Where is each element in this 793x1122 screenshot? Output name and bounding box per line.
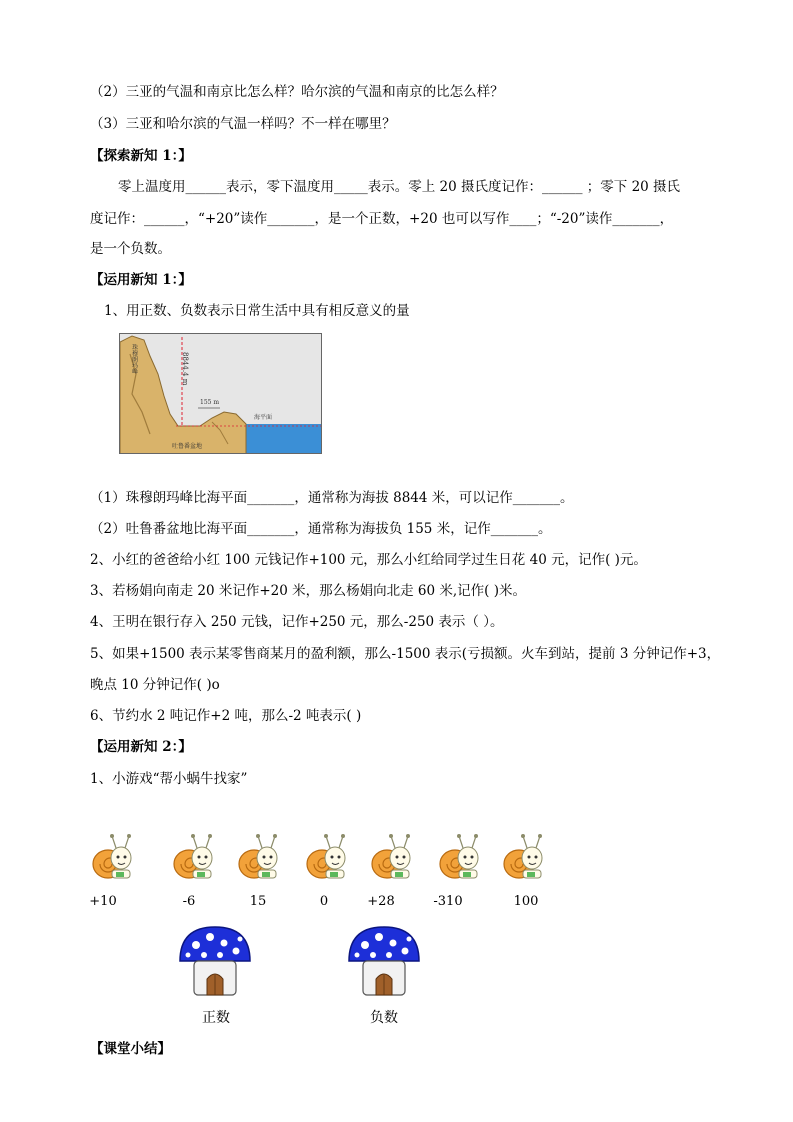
depth-label: 155 m [200,399,220,406]
question-3: （3）三亚和哈尔滨的气温一样吗？不一样在哪里？ [90,116,396,132]
mushroom-house-icon [176,925,254,997]
question-2: （2）三亚的气温和南京比怎么样？哈尔滨的气温和南京的比怎么样？ [90,84,504,100]
sub-question-1: （1）珠穆朗玛峰比海平面_______，通常称为海拔 8844 米，可以记作_______。 [90,490,574,506]
snail-number: 100 [513,894,539,909]
snail-icon [90,832,136,880]
house-label-positive: 正数 [202,1010,230,1026]
snail-number: 0 [319,894,329,909]
snail-number: -310 [433,894,463,909]
item-2: 2、小红的爸爸给小红 100 元钱记作+100 元，那么小红给同学过生日花 40 元，记作( )元。 [90,552,647,568]
explore-paragraph-line-3: 是一个负数。 [90,241,171,257]
snail-number: +10 [89,894,117,909]
peak-label: 珠穆朗玛峰 [130,344,138,374]
house-label-negative: 负数 [370,1010,398,1026]
mushroom-house-icon [345,925,423,997]
sea-label: 海平面 [254,414,273,421]
snail-number: -6 [182,894,196,909]
basin-label: 吐鲁番盆地 [172,443,203,450]
section-heading-summary: 【课堂小结】 [90,1041,171,1057]
snail-number: +28 [367,894,395,909]
snail-icon [236,832,282,880]
snail-number: 15 [249,894,267,909]
item-1: 1、用正数、负数表示日常生活中具有相反意义的量 [104,303,410,319]
snail-icon [171,832,217,880]
snail-icon [369,832,415,880]
item-6: 6、节约水 2 吨记作+2 吨，那么-2 吨表示( ) [90,708,362,724]
item-3: 3、若杨娟向南走 20 米记作+20 米，那么杨娟向北走 60 米,记作( )米。 [90,583,527,599]
item-4: 4、王明在银行存入 250 元钱，记作+250 元，那么-250 表示（ ）。 [90,614,504,630]
game-title: 1、小游戏“帮小蜗牛找家” [90,771,248,787]
snail-icon [437,832,483,880]
altitude-figure [119,333,322,454]
explore-paragraph-line-1: 零上温度用______表示，零下温度用_____表示。零上 20 摄氏度记作：______ ；零下 20 摄氏 [118,179,681,195]
sub-question-2: （2）吐鲁番盆地比海平面_______，通常称为海拔负 155 米，记作_______。 [90,521,552,537]
item-5-line-1: 5、如果+1500 表示某零售商某月的盈利额，那么-1500 表示(亏损额。火车到站，提前 3 分钟记作+3， [90,646,721,662]
section-heading-apply-1: 【运用新知 1：】 [90,272,192,288]
explore-paragraph-line-2: 度记作：______，“+20”读作_______，是一个正数，+20 也可以写作____；“-20”读作_______， [90,211,674,227]
section-heading-apply-2: 【运用新知 2：】 [90,739,192,755]
section-heading-explore-1: 【探索新知 1：】 [90,148,192,164]
altitude-illustration [120,334,322,454]
item-5-line-2: 晚点 10 分钟记作( )o [90,677,220,693]
height-label: 8844.4 m [181,352,189,386]
snail-icon [501,832,547,880]
snail-icon [304,832,350,880]
